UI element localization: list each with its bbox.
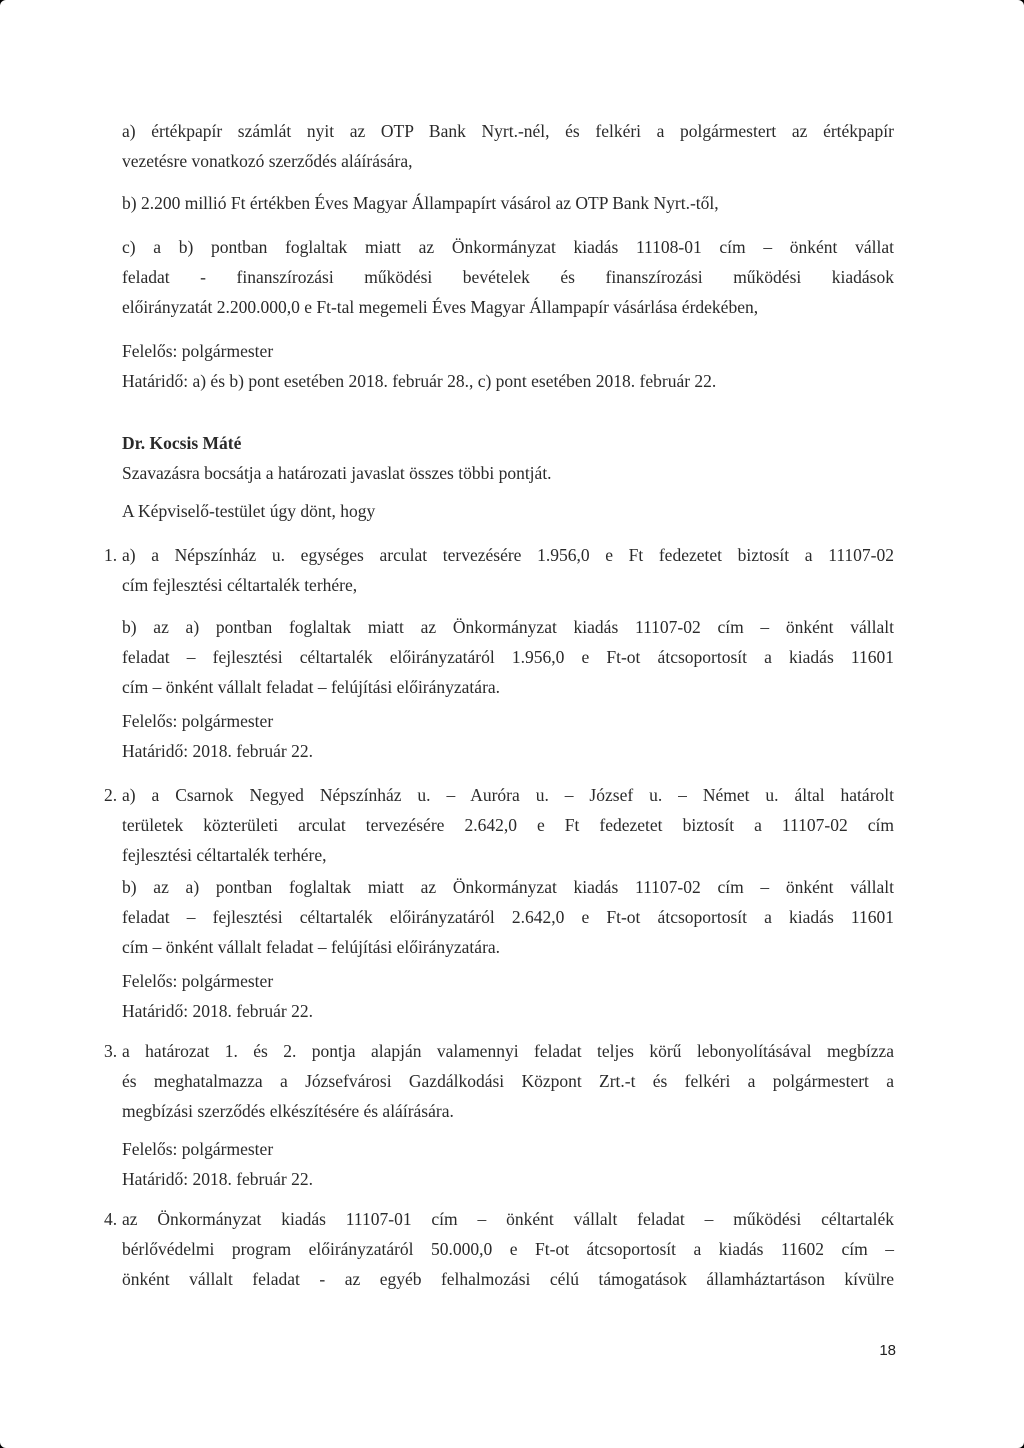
decision-item-1-b xyxy=(122,612,894,702)
decision-item-4 xyxy=(104,1204,894,1294)
speaker-text: Szavazásra bocsátja a határozati javaslat összes többi pontját. xyxy=(122,463,552,483)
decision-item-1 xyxy=(104,540,894,600)
decision-item-2-responsibility xyxy=(122,966,894,1026)
text-line: előirányzatát 2.200.000,0 e Ft-tal megemeli Éves Magyar Állampapír vásárlása érdekében, xyxy=(122,297,759,317)
responsible-line: Felelős: polgármester xyxy=(122,1139,274,1159)
section-c xyxy=(122,232,894,322)
responsible-line: Felelős: polgármester xyxy=(122,341,274,361)
speaker-name: Dr. Kocsis Máté xyxy=(122,433,242,453)
item-number: 1. xyxy=(104,545,118,565)
item-number: 4. xyxy=(104,1209,118,1229)
text-line: a) értékpapír számlát nyit az OTP Bank Nyrt.-nél, és felkéri a polgármestert az értékpapír xyxy=(122,121,894,141)
text-line: önként vállalt feladat - az egyéb felhalmozási célú támogatások államháztartáson kívülre xyxy=(122,1269,894,1289)
text-line: b) 2.200 millió Ft értékben Éves Magyar Állampapírt vásárol az OTP Bank Nyrt.-től, xyxy=(122,193,719,213)
text-line: és meghatalmazza a Józsefvárosi Gazdálkodási Központ Zrt.-t és felkéri a polgármestert a xyxy=(122,1071,894,1091)
decision-item-2 xyxy=(104,780,894,870)
text-line: fejlesztési céltartalék terhére, xyxy=(122,845,327,865)
responsible-line: Felelős: polgármester xyxy=(122,711,274,731)
text-line: bérlővédelmi program előirányzatáról 50.000,0 e Ft-ot átcsoportosít a kiadás 11602 cím – xyxy=(122,1239,894,1259)
text-line: feladat – fejlesztési céltartalék előirányzatáról 1.956,0 e Ft-ot átcsoportosít a kiadás 11601 xyxy=(122,647,894,667)
decision-item-2-b xyxy=(122,872,894,962)
text-line: területek közterületi arculat tervezésére 2.642,0 e Ft fedezetet biztosít a 11107-02 cím xyxy=(122,815,894,835)
text-line: cím – önként vállalt feladat – felújítási előirányzatára. xyxy=(122,937,501,957)
deadline-line: Határidő: 2018. február 22. xyxy=(122,1169,313,1189)
text-line: feladat - finanszírozási működési bevételek és finanszírozási működési kiadások xyxy=(122,267,894,287)
speaker-block xyxy=(122,428,894,488)
text-line: b) az a) pontban foglaltak miatt az Önkormányzat kiadás 11107-02 cím – önként vállalt xyxy=(122,877,894,897)
section-a xyxy=(122,116,894,176)
page-number: 18 xyxy=(879,1342,896,1359)
responsibility-block xyxy=(122,336,894,396)
text-line: A Képviselő-testület úgy dönt, hogy xyxy=(122,501,376,521)
decision-item-3-responsibility xyxy=(122,1134,894,1194)
item-number: 3. xyxy=(104,1041,118,1061)
decision-item-3 xyxy=(104,1036,894,1126)
text-line: megbízási szerződés elkészítésére és aláírására. xyxy=(122,1101,454,1121)
decision-intro xyxy=(122,496,894,526)
text-line: b) az a) pontban foglaltak miatt az Önkormányzat kiadás 11107-02 cím – önként vállalt xyxy=(122,617,894,637)
deadline-line: Határidő: 2018. február 22. xyxy=(122,1001,313,1021)
text-line: feladat – fejlesztési céltartalék előirányzatáról 2.642,0 e Ft-ot átcsoportosít a kiadás 11601 xyxy=(122,907,894,927)
responsible-line: Felelős: polgármester xyxy=(122,971,274,991)
decision-item-1-responsibility xyxy=(122,706,894,766)
text-line: 4. az Önkormányzat kiadás 11107-01 cím – önként vállalt feladat – működési céltartalék xyxy=(122,1204,894,1234)
text-line: vezetésre vonatkozó szerződés aláírására, xyxy=(122,151,413,171)
text-line: c) a b) pontban foglaltak miatt az Önkormányzat kiadás 11108-01 cím – önként vállat xyxy=(122,237,894,257)
text-line: cím fejlesztési céltartalék terhére, xyxy=(122,575,358,595)
text-line: 3. a határozat 1. és 2. pontja alapján valamennyi feladat teljes körű lebonyolításával megbízza xyxy=(122,1036,894,1066)
deadline-line: Határidő: 2018. február 22. xyxy=(122,741,313,761)
text-line: cím – önként vállalt feladat – felújítási előirányzatára. xyxy=(122,677,501,697)
text-line: 2. a) a Csarnok Negyed Népszínház u. – Auróra u. – József u. – Német u. által határolt xyxy=(122,780,894,810)
section-b xyxy=(122,188,894,218)
text-line: 1. a) a Népszínház u. egységes arculat tervezésére 1.956,0 e Ft fedezetet biztosít a 11107-02 xyxy=(122,540,894,570)
deadline-line: Határidő: a) és b) pont esetében 2018. február 28., c) pont esetében 2018. február 22. xyxy=(122,371,717,391)
item-number: 2. xyxy=(104,785,118,805)
